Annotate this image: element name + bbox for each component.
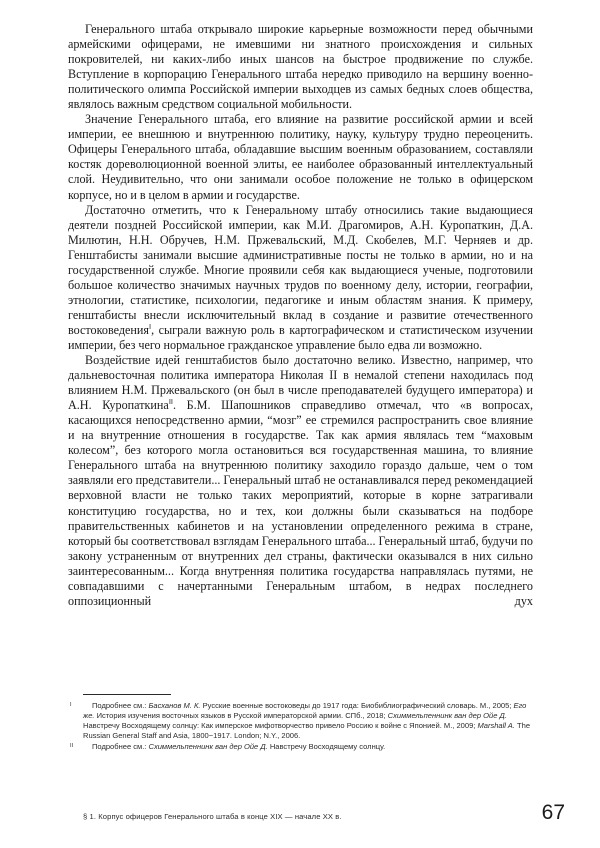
footnote-separator-rule [83, 694, 171, 695]
running-footer-title: § 1. Корпус офицеров Генерального штаба в конце XIX — начале XX в. [83, 812, 342, 821]
paragraph-4-text-after-ref: . Б.М. Шапошников справедливо отмечал, что «в вопросах, касающихся непосредственно армии, “мозг” ее стремился распространить свое влияние и на внутренние отношения в государстве. Так как армия являлась тем “маховым колесом”, без которого могла остановиться вся государственная машина, то влияние Генерального штаба на внутреннюю политику заходило гораздо дальше, чем о том заявляли его представители... Генеральный штаб не останавливался перед рекомендацией верховной власти не только таких мероприятий, которые в корне затрагивали конституцию государства, но и тех, кои должны были сказываться на подборе правительственных кабинетов и на установлении определенного режима в стране, который бы соответствовал взглядам Генерального штаба... Генеральный штаб, будучи по закону устраненным от внутренних дел страны, фактически оказывался в них сильно заинтересованным... Когда внутренняя политика государства направлялась путями, не совпадавшими с начертанными Генеральным штабом, в недрах последнего оппозиционный дух [68, 398, 533, 608]
paragraph-2: Значение Генерального штаба, его влияние на развитие российской армии и всей империи, ее внешнюю и внутреннюю политику, науку, культуру трудно переоценить. Офицеры Генерального штаба, обладавшие высшим военным образованием, составляли костяк дореволюционной военной элиты, ее наиболее образованный интеллектуальный слой. Неудивительно, что они занимали особое положение не только в офицерском корпусе, но и в целом в армии и государстве. [68, 112, 533, 202]
footnote-reference-2[interactable]: II [168, 397, 173, 407]
paragraph-1: Генерального штаба открывало широкие карьерные возможности перед обычными армейскими офицерами, не имевшими ни знатного происхождения и сильных покровителей, ни каких-либо иных шансов на быстрое продвижение по службе. Вступление в корпорацию Генерального штаба нередко приводило на вершину военно-политического олимпа Российской империи выходцев из самых бедных слоев общества, являлось важным средством социальной мобильности. [68, 22, 533, 112]
paragraph-4 [68, 353, 533, 609]
paragraph-3 [68, 203, 533, 353]
footnote-text: Подробнее см.: Басханов М. К. Русские военные востоковеды до 1917 года: Биобиблиографический словарь. М., 2005; Его же. История изучения восточных языков в Русской императорской армии. СПб., 2018; Схиммельпеннинк ван дер Ойе Д. Навстречу Восходящему солнцу: Как имперское мифотворчество привело Россию к войне с Японией. М., 2009; Marshall A. The Russian General Staff and Asia, 1800−1917. London; N.Y., 2006. [83, 701, 531, 741]
paragraph-3-text-after-ref: , сыграли важную роль в картографическом и статистическом изучении империи, без чего нормальное гражданское управление было едва ли возможно. [68, 322, 533, 352]
footnote-item [68, 742, 533, 752]
body-text-column [68, 22, 533, 609]
footnote-reference-1[interactable]: I [149, 321, 152, 331]
footnote-text: Подробнее см.: Схиммельпеннинк ван дер Ойе Д. Навстречу Восходящему солнцу. [92, 742, 386, 752]
footnote-item [68, 701, 533, 741]
footnote-marker: I [70, 702, 72, 708]
paragraph-3-text-before-ref: Достаточно отметить, что к Генеральному штабу относились такие выдающиеся деятели поздней Российской империи, как М.И. Драгомиров, А.Н. Куропаткин, Д.А. Милютин, Н.Н. Обручев, Н.М. Пржевальский, М.Д. Скобелев, М.Г. Черняев и др. Генштабисты занимали высшие административные посты не только в армии, но и на государственной службе. Многие проявили себя как выдающиеся ученые, подготовили большое количество значимых научных трудов по военному делу, истории, географии, этнологии, статистике, психологии, педагогике и иным областям знания. К примеру, генштабисты внесли исключительный вклад в создание и развитие отечественного востоковедения [68, 202, 533, 337]
footnote-marker: II [70, 743, 74, 750]
page-footer [0, 801, 600, 838]
page-number: 67 [541, 801, 565, 824]
paragraph-4-text-before-ref: Воздействие идей генштабистов было достаточно велико. Известно, например, что дальневосточная политика императора Николая II в немалой степени находилась под влиянием Н.М. Пржевальского (он был в числе преподавателей будущего императора) и А.Н. Куропаткина [68, 353, 533, 413]
footnotes-section [68, 694, 533, 753]
